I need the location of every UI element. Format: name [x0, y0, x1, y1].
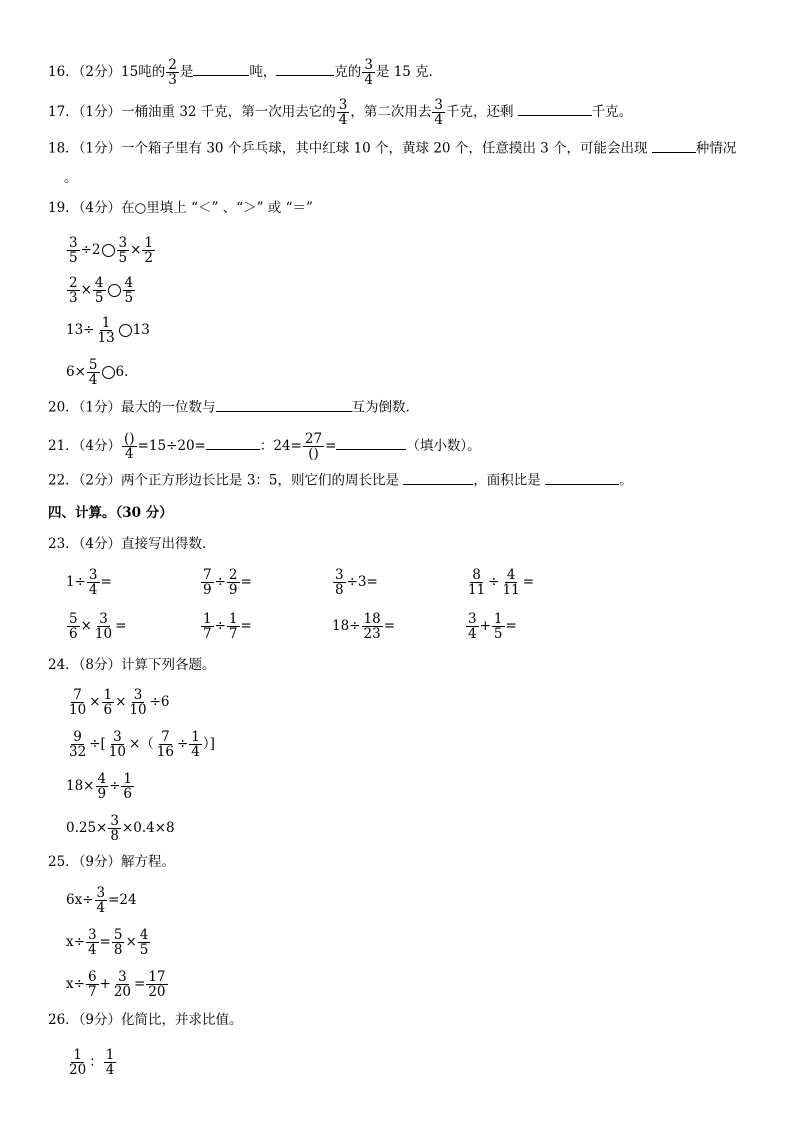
numerator: 17	[148, 969, 166, 985]
fraction	[121, 772, 134, 801]
fraction	[201, 568, 214, 597]
text: ×0.4×8	[121, 820, 175, 837]
question-24	[48, 655, 216, 675]
question-number: 26．（9分）	[48, 1012, 122, 1028]
text: 6.	[115, 364, 129, 381]
denominator: 4	[125, 446, 134, 463]
text: 0.25×	[66, 820, 108, 837]
fraction	[123, 276, 136, 305]
numerator: 1	[73, 1047, 82, 1063]
fraction	[95, 886, 108, 915]
numerator: 2	[228, 567, 238, 583]
numerator: 3	[118, 969, 127, 985]
text: 13÷	[66, 322, 95, 339]
text: ×	[80, 282, 92, 299]
numerator: 9	[73, 729, 82, 745]
equation-row	[66, 928, 151, 957]
denominator: 3	[168, 72, 177, 89]
text: 1÷	[66, 574, 86, 591]
fraction	[466, 568, 487, 597]
numerator: 3	[338, 97, 348, 113]
text: ，面积比是	[473, 472, 541, 489]
compare-circle[interactable]	[102, 244, 115, 257]
numerator: 5	[88, 357, 98, 373]
calc-item	[332, 612, 395, 641]
denominator: 4	[364, 72, 373, 89]
text: 千克。	[591, 104, 633, 121]
text: 互为倒数.	[351, 399, 410, 416]
numerator: 4	[124, 275, 134, 291]
fraction	[87, 568, 100, 597]
denominator: 4	[434, 112, 443, 129]
text: =	[240, 574, 252, 591]
denominator: 9	[203, 582, 212, 599]
denominator: 5	[493, 626, 503, 643]
numerator: 1	[123, 771, 132, 787]
question-20	[48, 397, 410, 418]
answer-blank[interactable]	[206, 436, 260, 451]
denominator: 3	[69, 290, 78, 307]
denominator: 6	[69, 626, 78, 643]
question-25	[48, 852, 175, 872]
fraction	[112, 928, 125, 957]
answer-blank[interactable]	[193, 62, 249, 77]
text: ÷	[214, 574, 226, 591]
text: x÷	[66, 976, 85, 993]
question-22	[48, 470, 633, 491]
numerator: 1	[203, 611, 212, 627]
denominator: 5	[118, 250, 128, 267]
question-number: 19．（4分）	[48, 200, 122, 216]
fraction	[501, 568, 522, 597]
fraction	[466, 612, 479, 641]
numerator: 5	[113, 927, 123, 943]
fraction	[67, 1048, 88, 1077]
fraction	[86, 970, 99, 999]
numerator: 3	[118, 235, 128, 251]
expression-row	[66, 688, 170, 717]
denominator: 23	[363, 626, 381, 643]
numerator: 1	[228, 611, 238, 627]
calc-item	[465, 612, 517, 641]
numerator: 4	[506, 567, 516, 583]
numerator: 7	[203, 567, 212, 583]
fraction	[189, 730, 202, 759]
numerator: 3	[99, 611, 108, 627]
text: 种情况	[695, 140, 737, 157]
denominator: 5	[139, 942, 149, 959]
text: ×	[80, 618, 92, 635]
calc-item	[332, 568, 378, 597]
denominator: 9	[97, 786, 107, 803]
text: =	[383, 618, 395, 635]
text: （填小数）。	[406, 438, 481, 455]
fraction	[86, 928, 99, 957]
numerator: ()	[124, 431, 135, 447]
calc-item	[465, 568, 534, 597]
question-text: 在○里填上 “＜” 、“＞” 或 “＝”	[121, 200, 313, 216]
numerator: 1	[101, 315, 111, 331]
question-17	[48, 98, 632, 127]
equation-row	[66, 886, 137, 915]
text: ：	[89, 1054, 103, 1071]
text: =24	[108, 892, 137, 909]
numerator: 27	[304, 431, 323, 447]
answer-blank[interactable]	[652, 138, 696, 153]
answer-blank[interactable]	[518, 102, 592, 117]
text: ×（	[128, 736, 154, 753]
answer-blank[interactable]	[545, 470, 619, 485]
text: 。	[64, 170, 78, 186]
fraction	[67, 276, 80, 305]
equation-row	[66, 970, 169, 999]
denominator: 20	[113, 984, 132, 1001]
question-number: 18．（1分）	[48, 140, 122, 157]
denominator: 11	[502, 582, 520, 599]
numerator: 2	[69, 275, 78, 291]
numerator: 5	[69, 611, 78, 627]
fraction	[127, 688, 148, 717]
numerator: 3	[434, 97, 443, 113]
numerator: 1	[191, 729, 200, 745]
expression-row	[66, 236, 156, 265]
numerator: 8	[472, 567, 481, 583]
fraction	[102, 688, 115, 717]
calc-item	[200, 568, 252, 597]
text: ÷[	[89, 736, 106, 753]
question-18	[48, 138, 736, 159]
fraction	[117, 236, 130, 265]
fraction	[67, 612, 80, 641]
numerator: 3	[87, 927, 97, 943]
denominator: 5	[94, 290, 104, 307]
question-19	[48, 198, 313, 218]
fraction	[303, 432, 324, 461]
fraction	[362, 612, 383, 641]
text: ÷	[176, 736, 189, 753]
fraction	[166, 58, 179, 87]
denominator: 10	[129, 702, 147, 719]
answer-blank[interactable]	[276, 62, 334, 77]
question-text: 直接写出得数.	[121, 536, 207, 552]
fraction	[112, 970, 133, 999]
expression-row	[66, 814, 175, 843]
text: =	[100, 574, 112, 591]
compare-circle[interactable]	[119, 324, 132, 337]
fraction	[122, 432, 137, 461]
fraction	[93, 276, 106, 305]
denominator: 32	[69, 744, 87, 761]
question-text: 计算下列各题。	[121, 657, 216, 673]
question-number: 20．（1分）	[48, 399, 122, 416]
text: ×	[89, 694, 101, 711]
numerator: 7	[161, 729, 170, 745]
text: =	[134, 976, 146, 993]
answer-blank[interactable]	[336, 436, 406, 451]
fraction	[333, 568, 346, 597]
denominator: 11	[468, 582, 486, 599]
numerator: 6	[87, 969, 97, 985]
numerator: 3	[335, 567, 344, 583]
answer-blank[interactable]	[216, 397, 352, 412]
compare-circle[interactable]	[102, 366, 115, 379]
denominator: 13	[97, 330, 115, 347]
numerator: 4	[139, 927, 149, 943]
text: x÷	[66, 934, 85, 951]
text: ÷	[214, 618, 226, 635]
text: ）]	[202, 736, 215, 753]
denominator: 2	[144, 250, 153, 267]
denominator: 8	[110, 828, 119, 845]
denominator: 16	[156, 744, 174, 761]
text: ÷3=	[346, 574, 378, 591]
denominator: 8	[335, 582, 344, 599]
fraction	[67, 688, 88, 717]
text: 吨，	[249, 64, 277, 81]
text: =	[522, 574, 534, 591]
numerator: 1	[105, 1047, 115, 1063]
ratio-row	[66, 1048, 117, 1077]
question-number: 17．（1分）	[48, 104, 122, 121]
question-number: 24．（8分）	[48, 657, 122, 673]
calc-item	[66, 612, 126, 641]
denominator: 10	[94, 626, 113, 643]
question-number: 21．（4分）	[48, 438, 122, 455]
text: =15÷20=	[137, 438, 206, 455]
fraction	[87, 358, 100, 387]
fraction	[227, 612, 240, 641]
numerator: 3	[113, 729, 122, 745]
fraction	[146, 970, 167, 999]
expression-row	[66, 772, 135, 801]
numerator: 2	[168, 57, 177, 73]
answer-blank[interactable]	[403, 470, 473, 485]
expression-row	[66, 358, 128, 387]
denominator: 4	[191, 744, 200, 761]
text: ，第二次用去	[350, 104, 432, 121]
section-heading: 四、计算。（30 分）	[48, 505, 173, 521]
fraction	[337, 98, 350, 127]
text: 是	[179, 64, 194, 81]
compare-circle[interactable]	[108, 284, 121, 297]
fraction	[67, 236, 80, 265]
fraction	[104, 1048, 117, 1077]
fraction	[227, 568, 240, 597]
numerator: 1	[493, 611, 503, 627]
text: 千克，还剩	[445, 104, 514, 121]
numerator: 3	[110, 813, 119, 829]
fraction	[492, 612, 505, 641]
text: ÷	[109, 778, 121, 795]
calc-item	[66, 568, 112, 597]
numerator: 1	[103, 687, 113, 703]
question-26	[48, 1010, 243, 1030]
fraction	[93, 612, 114, 641]
text: 两个正方形边长比是 3：5，则它们的周长比是	[121, 472, 400, 489]
text: 最大的一位数与	[121, 399, 216, 416]
denominator: 4	[96, 900, 106, 917]
denominator: 20	[148, 984, 166, 1001]
numerator: 4	[94, 275, 104, 291]
fraction	[108, 814, 121, 843]
text: 克的	[334, 64, 362, 81]
denominator: 9	[228, 582, 238, 599]
denominator: 4	[88, 372, 98, 389]
text: =	[115, 618, 127, 635]
text: 18×	[66, 778, 95, 795]
text: 一个箱子里有 30 个乒乓球，其中红球 10 个，黄球 20 个，任意摸出 3 个，可能会出现	[121, 140, 648, 157]
denominator: 6	[123, 786, 132, 803]
expression-row	[66, 730, 215, 759]
question-text: 解方程。	[121, 854, 176, 870]
denominator: 7	[228, 626, 238, 643]
question-16	[48, 58, 442, 87]
expression-row	[66, 316, 150, 345]
text: 6x÷	[66, 892, 94, 909]
expression-row	[66, 276, 136, 305]
text: ：24=	[259, 438, 302, 455]
text: ×	[125, 934, 137, 951]
text: 15吨的	[121, 64, 166, 81]
text: =	[99, 934, 111, 951]
denominator: 10	[69, 702, 87, 719]
text: 18÷	[332, 618, 361, 635]
fraction	[432, 98, 445, 127]
fraction	[96, 772, 109, 801]
text: +	[99, 976, 111, 993]
text: 一桶油重 32 千克，第一次用去它的	[121, 104, 336, 121]
question-number: 16．（2分）	[48, 64, 122, 81]
numerator: 3	[364, 57, 373, 73]
numerator: 7	[73, 687, 82, 703]
text: 6×	[66, 364, 86, 381]
text: =	[325, 438, 337, 455]
question-text: 化简比，并求比值。	[121, 1012, 243, 1028]
denominator: 6	[103, 702, 113, 719]
text: ×	[130, 242, 142, 259]
question-23	[48, 534, 206, 554]
denominator: 7	[87, 984, 97, 1001]
numerator: 3	[133, 687, 143, 703]
calc-item	[200, 612, 252, 641]
fraction	[67, 730, 88, 759]
denominator: 8	[113, 942, 123, 959]
text: ÷	[488, 574, 500, 591]
numerator: 3	[69, 235, 78, 251]
denominator: ()	[308, 446, 319, 463]
text: ÷6	[149, 694, 170, 711]
text: ÷2	[80, 242, 101, 259]
denominator: 5	[124, 290, 134, 307]
numerator: 3	[468, 611, 477, 627]
text: +	[479, 618, 491, 635]
denominator: 10	[108, 744, 126, 761]
denominator: 4	[87, 942, 97, 959]
numerator: 1	[144, 235, 153, 251]
fraction	[107, 730, 128, 759]
numerator: 4	[97, 771, 107, 787]
question-number: 23．（4分）	[48, 536, 122, 552]
question-21	[48, 432, 481, 461]
text: =	[240, 618, 252, 635]
text: 13	[132, 322, 150, 339]
numerator: 3	[96, 885, 106, 901]
numerator: 3	[88, 567, 98, 583]
question-number: 22．（2分）	[48, 472, 122, 489]
fraction	[138, 928, 151, 957]
question-number: 25．（9分）	[48, 854, 122, 870]
fraction	[96, 316, 117, 345]
fraction	[155, 730, 176, 759]
fraction	[201, 612, 214, 641]
denominator: 7	[203, 626, 212, 643]
fraction	[142, 236, 155, 265]
text: =	[505, 618, 517, 635]
text: 。	[619, 472, 633, 489]
text: 是 15 克．	[375, 64, 443, 81]
denominator: 20	[69, 1062, 87, 1079]
denominator: 4	[338, 112, 348, 129]
fraction	[362, 58, 375, 87]
numerator: 18	[363, 611, 381, 627]
denominator: 4	[88, 582, 98, 599]
text: ×	[115, 694, 127, 711]
denominator: 5	[69, 250, 78, 267]
denominator: 4	[105, 1062, 115, 1079]
denominator: 4	[468, 626, 477, 643]
